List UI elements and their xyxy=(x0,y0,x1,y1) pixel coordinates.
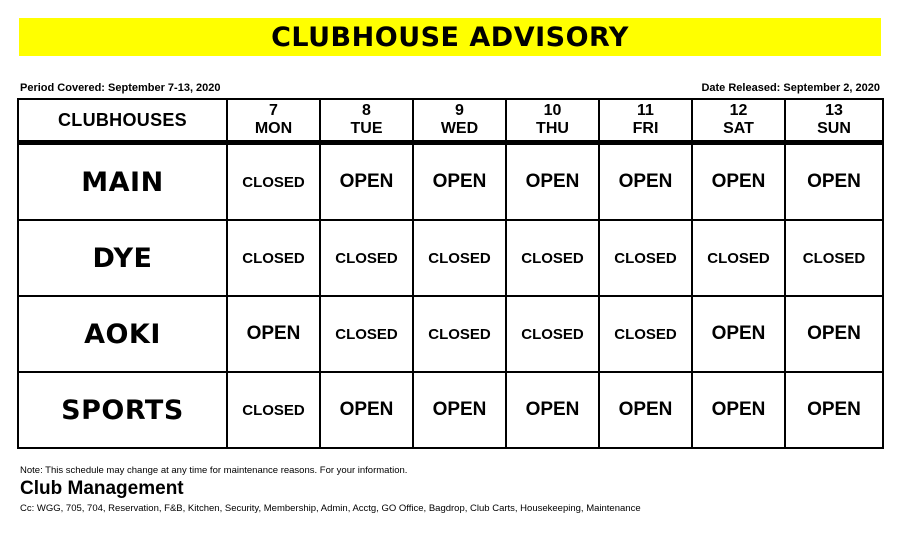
day-name: SUN xyxy=(817,120,851,137)
day-header xyxy=(227,99,320,143)
clubhouse-schedule-table xyxy=(17,98,884,449)
status-cell: OPEN xyxy=(599,143,692,221)
day-date: 13 xyxy=(825,102,843,119)
day-name: WED xyxy=(440,120,479,137)
advisory-banner xyxy=(19,18,881,56)
day-date: 10 xyxy=(543,102,562,119)
clubhouse-row-dye xyxy=(18,220,883,296)
clubhouse-name: DYE xyxy=(18,220,227,296)
status-cell: CLOSED xyxy=(413,220,506,296)
day-header xyxy=(320,99,413,143)
day-name: SAT xyxy=(723,120,754,137)
day-header xyxy=(413,99,506,143)
period-covered: Period Covered: September 7-13, 2020 xyxy=(20,82,221,94)
day-name: FRI xyxy=(632,120,659,137)
status-cell: OPEN xyxy=(785,296,883,372)
clubhouse-row-main xyxy=(18,143,883,221)
day-date: 8 xyxy=(362,102,371,119)
clubhouse-name: SPORTS xyxy=(18,372,227,448)
status-cell: CLOSED xyxy=(599,220,692,296)
clubhouse-name: MAIN xyxy=(18,143,227,221)
status-cell: OPEN xyxy=(692,143,785,221)
status-cell: CLOSED xyxy=(599,296,692,372)
status-cell: OPEN xyxy=(692,372,785,448)
status-cell: CLOSED xyxy=(506,220,599,296)
status-cell: CLOSED xyxy=(227,372,320,448)
day-header xyxy=(506,99,599,143)
day-header xyxy=(599,99,692,143)
status-cell: OPEN xyxy=(320,143,413,221)
status-cell: OPEN xyxy=(413,372,506,448)
status-cell: OPEN xyxy=(692,296,785,372)
status-cell: OPEN xyxy=(506,143,599,221)
clubhouse-name: AOKI xyxy=(18,296,227,372)
status-cell: OPEN xyxy=(506,372,599,448)
schedule-note: Note: This schedule may change at any time for maintenance reasons. For your information. xyxy=(20,465,408,476)
day-date: 9 xyxy=(455,102,464,119)
status-cell: CLOSED xyxy=(692,220,785,296)
day-name: TUE xyxy=(350,120,383,137)
cc-list: Cc: WGG, 705, 704, Reservation, F&B, Kitchen, Security, Membership, Admin, Acctg, GO Office, Bagdrop, Club Carts, Housekeeping, Maintenance xyxy=(20,503,641,514)
header-row xyxy=(18,99,883,143)
status-cell: CLOSED xyxy=(320,220,413,296)
status-cell: CLOSED xyxy=(506,296,599,372)
status-cell: CLOSED xyxy=(227,220,320,296)
status-cell: CLOSED xyxy=(785,220,883,296)
status-cell: CLOSED xyxy=(320,296,413,372)
day-date: 7 xyxy=(269,102,278,119)
status-cell: CLOSED xyxy=(413,296,506,372)
day-name: THU xyxy=(536,120,569,137)
date-released: Date Released: September 2, 2020 xyxy=(701,82,880,94)
day-date: 11 xyxy=(637,102,654,119)
status-cell: CLOSED xyxy=(227,143,320,221)
status-cell: OPEN xyxy=(785,143,883,221)
day-header xyxy=(692,99,785,143)
status-cell: OPEN xyxy=(413,143,506,221)
day-date: 12 xyxy=(729,102,748,119)
clubhouses-header: CLUBHOUSES xyxy=(18,99,227,143)
status-cell: OPEN xyxy=(227,296,320,372)
status-cell: OPEN xyxy=(599,372,692,448)
clubhouse-row-sports xyxy=(18,372,883,448)
advisory-title: CLUBHOUSE ADVISORY xyxy=(271,21,629,53)
status-cell: OPEN xyxy=(785,372,883,448)
signer: Club Management xyxy=(20,478,184,499)
day-header xyxy=(785,99,883,143)
day-name: MON xyxy=(254,120,293,137)
status-cell: OPEN xyxy=(320,372,413,448)
clubhouse-row-aoki xyxy=(18,296,883,372)
